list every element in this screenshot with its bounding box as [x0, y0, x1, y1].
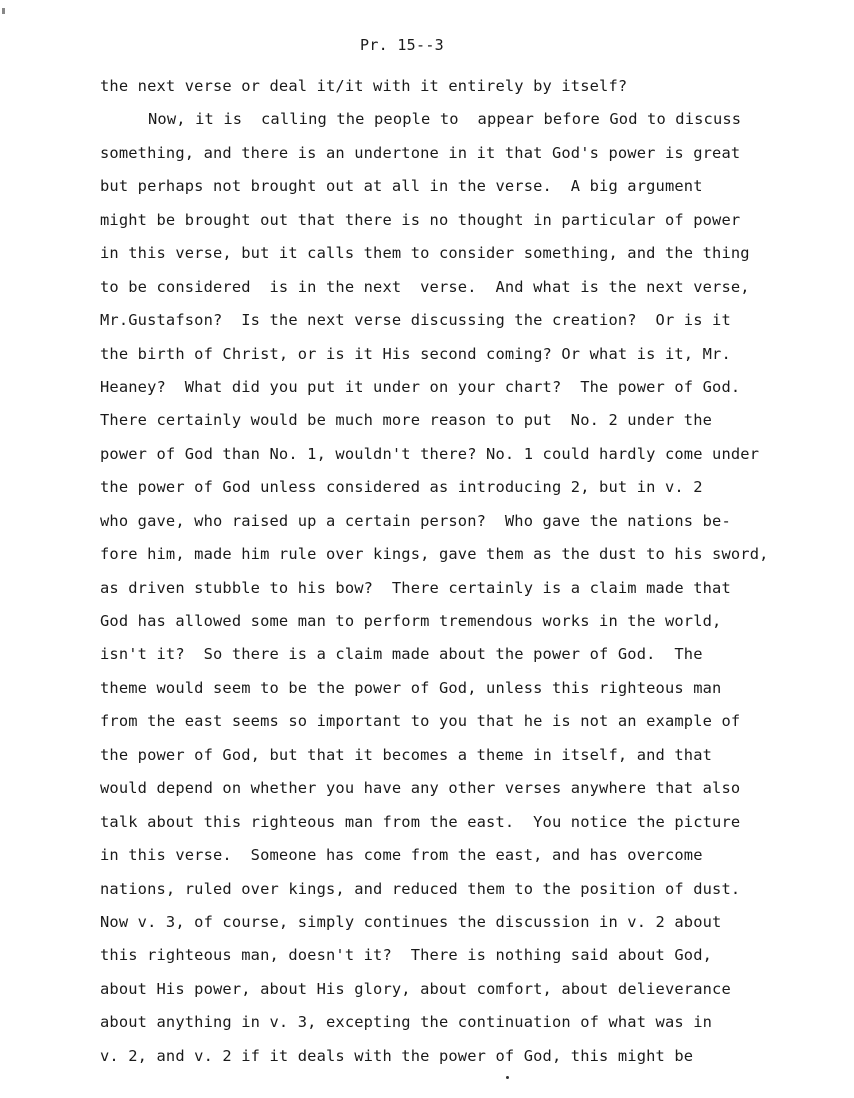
scan-edge-mark	[2, 8, 5, 14]
text-line: about His power, about His glory, about comfort, about delieverance	[100, 979, 731, 998]
text-line: to be considered is in the next verse. And what is the next verse,	[100, 277, 750, 296]
text-line: isn't it? So there is a claim made about the power of God. The	[100, 645, 703, 664]
text-line: the power of God, but that it becomes a theme in itself, and that	[100, 745, 713, 764]
text-line: but perhaps not brought out at all in the verse. A big argument	[100, 177, 703, 196]
text-line: Now v. 3, of course, simply continues the discussion in v. 2 about	[100, 912, 722, 931]
text-line: from the east seems so important to you that he is not an example of	[100, 712, 741, 731]
text-line: There certainly would be much more reason to put No. 2 under the	[100, 411, 713, 430]
text-line: the next verse or deal it/it with it entirely by itself?	[100, 77, 628, 95]
text-line: this righteous man, doesn't it? There is nothing said about God,	[100, 946, 713, 965]
text-line: power of God than No. 1, wouldn't there? No. 1 could hardly come under	[100, 444, 760, 463]
text-line: Now, it is calling the people to appear before God to discuss	[148, 110, 742, 129]
text-line: v. 2, and v. 2 if it deals with the power of God, this might be	[100, 1046, 694, 1065]
text-line: in this verse, but it calls them to consider something, and the thing	[100, 244, 750, 263]
text-line: Mr.Gustafson? Is the next verse discussing the creation? Or is it	[100, 311, 731, 330]
text-line: theme would seem to be the power of God, unless this righteous man	[100, 678, 722, 697]
text-line: something, and there is an undertone in it that God's power is great	[100, 143, 741, 162]
text-line: fore him, made him rule over kings, gave them as the dust to his sword,	[100, 545, 769, 564]
scan-speck	[506, 1076, 509, 1079]
text-line: might be brought out that there is no thought in particular of power	[100, 210, 741, 229]
text-line: the birth of Christ, or is it His second coming? Or what is it, Mr.	[100, 344, 731, 363]
text-line: nations, ruled over kings, and reduced them to the position of dust.	[100, 879, 741, 898]
text-line: in this verse. Someone has come from the east, and has overcome	[100, 846, 703, 865]
page-header: Pr. 15--3	[360, 36, 444, 54]
page-body	[100, 70, 820, 1073]
text-line: as driven stubble to his bow? There certainly is a claim made that	[100, 578, 731, 597]
text-line: God has allowed some man to perform tremendous works in the world,	[100, 612, 722, 630]
text-line: the power of God unless considered as introducing 2, but in v. 2	[100, 478, 703, 497]
text-line: who gave, who raised up a certain person? Who gave the nations be-	[100, 511, 731, 530]
text-line: about anything in v. 3, excepting the continuation of what was in	[100, 1013, 713, 1032]
text-line: talk about this righteous man from the east. You notice the picture	[100, 812, 741, 831]
text-line: would depend on whether you have any other verses anywhere that also	[100, 779, 741, 798]
text-line: Heaney? What did you put it under on your chart? The power of God.	[100, 377, 741, 396]
